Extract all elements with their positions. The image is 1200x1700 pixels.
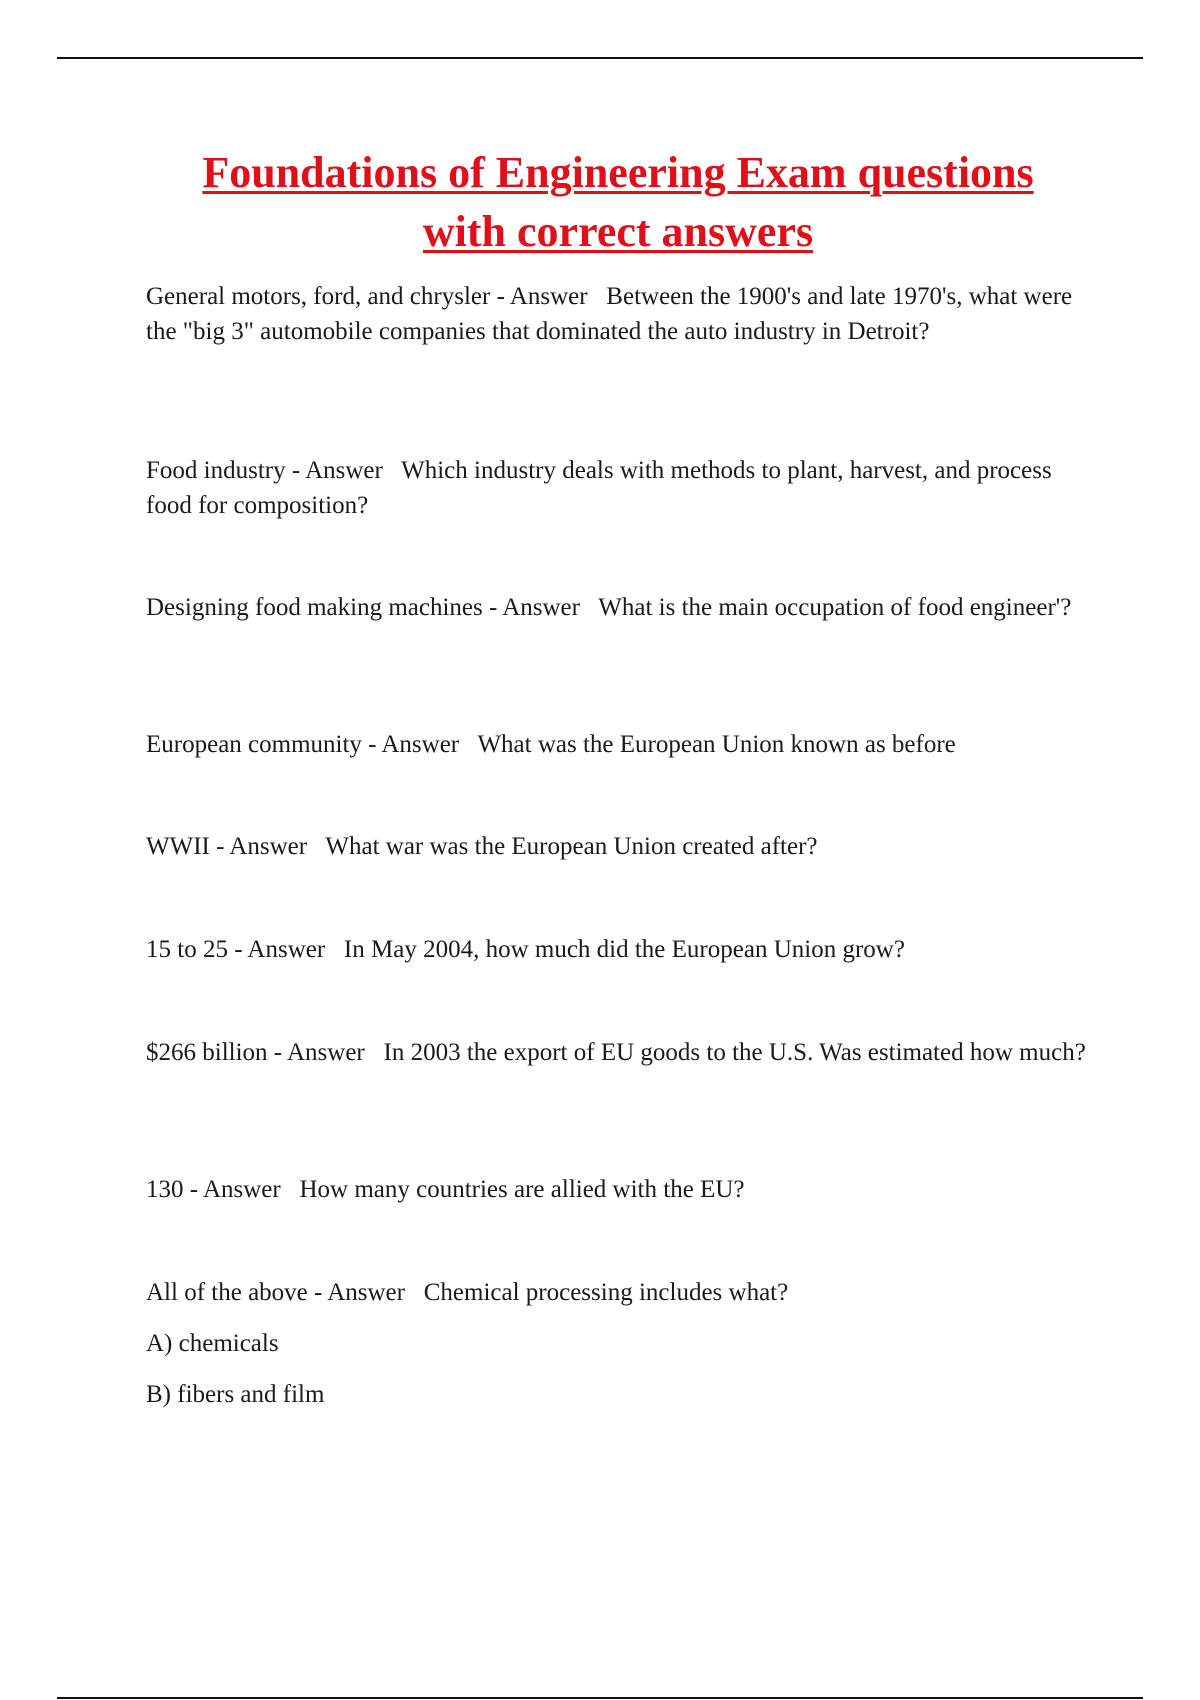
title-line-1: Foundations of Engineering Exam questions — [202, 148, 1034, 197]
top-rule — [57, 57, 1143, 59]
answer-text: Designing food making machines — [146, 594, 483, 621]
option-a: A) chemicals — [146, 1330, 279, 1357]
answer-label: Answer — [509, 283, 588, 310]
question-text: What was the European Union known as before — [477, 731, 956, 758]
question-text: Which industry deals with methods to plant, harvest, and process food for composition? — [146, 457, 1052, 519]
qa-entry: 15 to 25 - Answer In May 2004, how much did the European Union grow? — [146, 936, 905, 963]
qa-entry: $266 billion - Answer In 2003 the export of EU goods to the U.S. Was estimated how much? — [146, 1039, 1086, 1066]
answer-text: All of the above — [146, 1279, 308, 1306]
question-text: What war was the European Union created after? — [325, 833, 818, 860]
qa-entry: All of the above - Answer Chemical processing includes what? — [146, 1279, 789, 1306]
answer-text: 15 to 25 — [146, 936, 228, 963]
answer-text: WWII — [146, 833, 210, 860]
answer-label: Answer — [327, 1279, 405, 1306]
answer-text: Food industry — [146, 457, 286, 484]
answer-text: 130 — [146, 1176, 184, 1203]
qa-entry: General motors, ford, and chrysler - Answer Between the 1900's and late 1970's, what were the "big 3" automobile companies that dominated the auto industry in Detroit? — [146, 283, 1073, 345]
answer-label: Answer — [229, 833, 308, 860]
title-line-2: with correct answers — [422, 207, 814, 256]
question-text: What is the main occupation of food engineer'? — [598, 594, 1072, 621]
answer-label: Answer — [287, 1039, 365, 1066]
qa-entry: 130 - Answer How many countries are allied with the EU? — [146, 1176, 745, 1203]
answer-label: Answer — [202, 1176, 281, 1203]
qa-entry: Designing food making machines - Answer What is the main occupation of food engineer'? — [146, 594, 1072, 621]
option-b: B) fibers and film — [146, 1381, 325, 1408]
qa-entry: European community - Answer What was the European Union known as before — [146, 731, 956, 758]
qa-entry: WWII - Answer What war was the European Union created after? — [146, 833, 818, 860]
answer-text: European community — [146, 731, 362, 758]
bottom-rule — [57, 1697, 1143, 1699]
qa-entry: Food industry - Answer Which industry deals with methods to plant, harvest, and process food for composition? — [146, 457, 1052, 519]
question-text: Chemical processing includes what? — [423, 1279, 789, 1306]
document-title — [120, 143, 1116, 261]
answer-text: $266 billion — [146, 1039, 268, 1066]
answer-label: Answer — [502, 594, 580, 621]
question-text: How many countries are allied with the EU? — [299, 1176, 745, 1203]
answer-label: Answer — [247, 936, 326, 963]
question-text: In 2003 the export of EU goods to the U.S. Was estimated how much? — [383, 1039, 1086, 1066]
answer-text: General motors, ford, and chrysler — [146, 283, 491, 310]
question-text: Between the 1900's and late 1970's, what were the "big 3" automobile companies that dominated the auto industry in Detroit? — [146, 283, 1073, 345]
answer-label: Answer — [381, 731, 460, 758]
answer-label: Answer — [305, 457, 383, 484]
question-text: In May 2004, how much did the European Union grow? — [343, 936, 905, 963]
